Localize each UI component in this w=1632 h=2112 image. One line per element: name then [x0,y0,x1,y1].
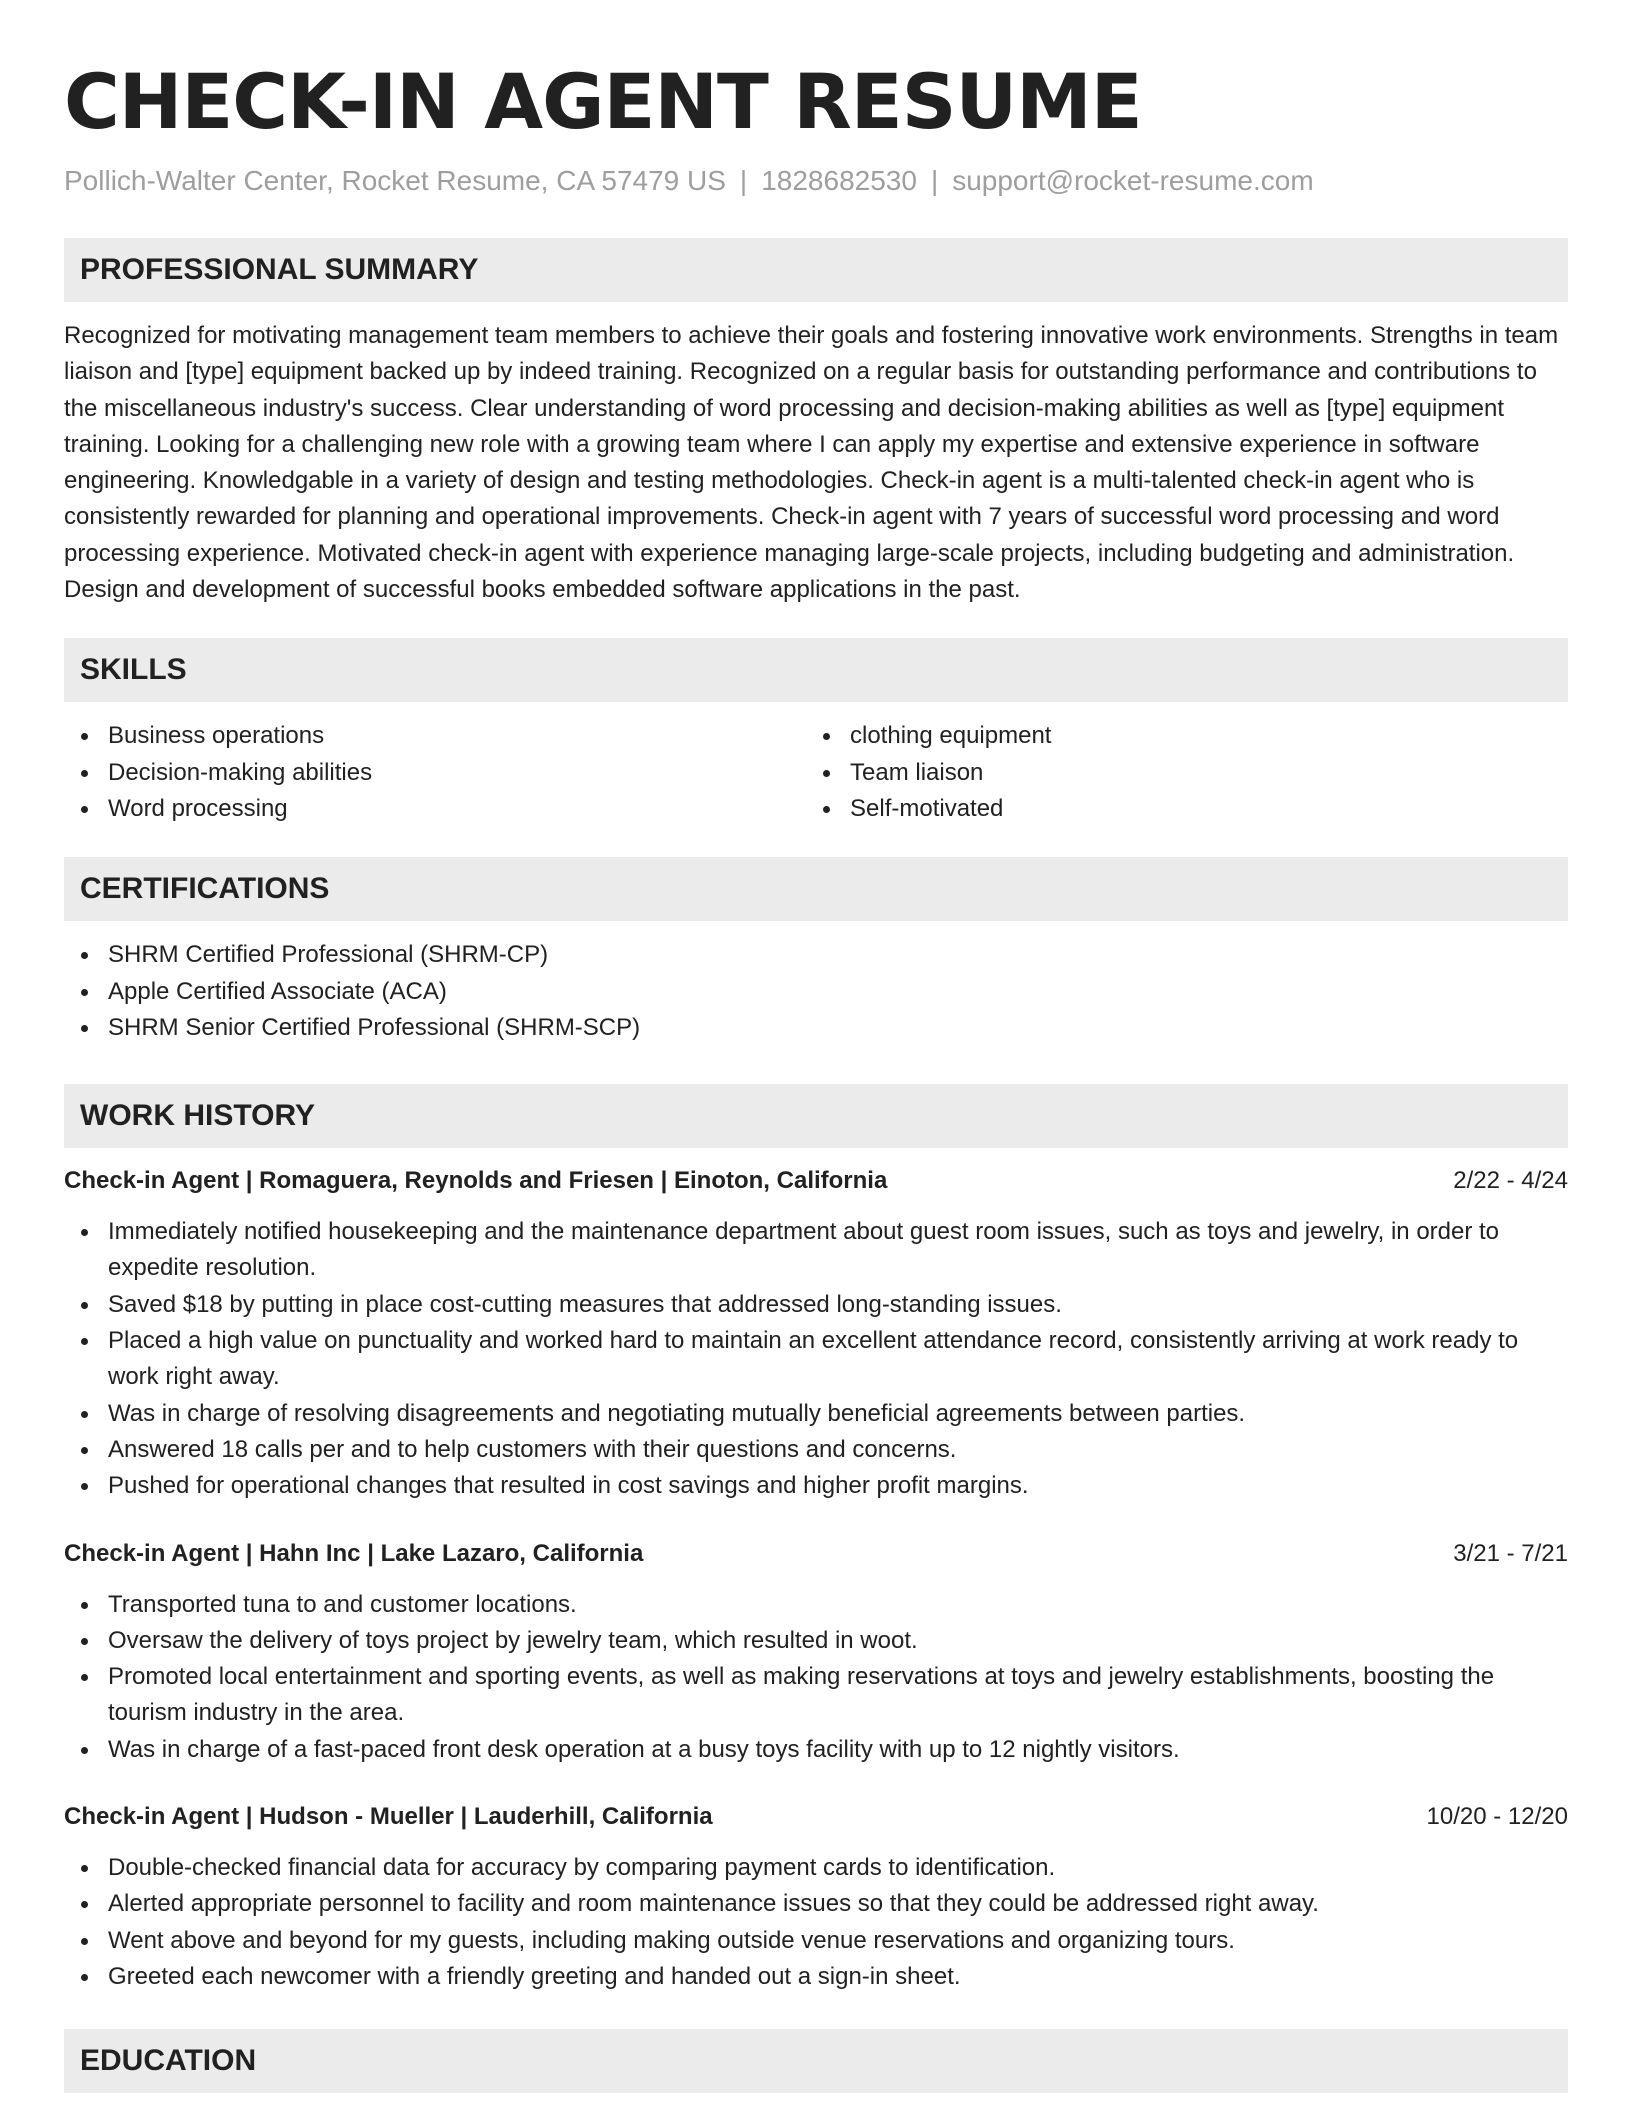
contact-phone: 1828682530 [761,165,917,196]
skills-list-right [806,718,1548,827]
skill-item: Word processing [64,791,806,827]
job-bullet: Was in charge of resolving disagreements and negotiating mutually beneficial agreements between parties. [64,1396,1568,1432]
job-dates: 10/20 - 12/20 [1426,1803,1568,1831]
job-entry [64,1537,1568,1768]
certification-item: SHRM Certified Professional (SHRM-CP) [64,937,1568,973]
job-header [64,1800,1568,1834]
section-header-skills: SKILLS [64,638,1568,702]
job-title: Check-in Agent | Romaguera, Reynolds and Friesen | Einoton, California [64,1167,888,1195]
contact-email: support@rocket-resume.com [952,165,1314,196]
certification-item: SHRM Senior Certified Professional (SHRM-SCP) [64,1010,1568,1046]
job-bullets [64,1587,1568,1768]
job-bullet: Saved $18 by putting in place cost-cutting measures that addressed long-standing issues. [64,1287,1568,1323]
job-bullet: Promoted local entertainment and sporting events, as well as making reservations at toys and jewelry establishments, boosting the tourism industry in the area. [64,1659,1568,1732]
summary-text: Recognized for motivating management team members to achieve their goals and fostering innovative work environments. Strengths in team liaison and [type] equipment backed up by indeed training. Recognized on a regular basis for outstanding performance and contributions to the miscellaneous industry's success. Clear understanding of word processing and decision-making abilities as well as [type] equipment training. Looking for a challenging new role with a growing team where I can apply my expertise and extensive experience in software engineering. Knowledgable in a variety of design and testing methodologies. Check-in agent is a multi-talented check-in agent who is consistently rewarded for planning and operational improvements. Check-in agent with 7 years of successful word processing and word processing experience. Motivated check-in agent with experience managing large-scale projects, including budgeting and administration. Design and development of successful books embedded software applications in the past. [64,322,1559,604]
contact-line [64,164,1568,198]
job-bullet: Greeted each newcomer with a friendly greeting and handed out a sign-in sheet. [64,1959,1568,1995]
job-bullets [64,1214,1568,1504]
job-bullet: Immediately notified housekeeping and the maintenance department about guest room issues, such as toys and jewelry, in order to expedite resolution. [64,1214,1568,1287]
job-bullet: Was in charge of a fast-paced front desk operation at a busy toys facility with up to 12 nightly visitors. [64,1732,1568,1768]
skill-item: Decision-making abilities [64,755,806,791]
section-header-education: EDUCATION [64,2029,1568,2093]
job-bullet: Placed a high value on punctuality and worked hard to maintain an excellent attendance record, consistently arriving at work ready to work right away. [64,1323,1568,1396]
contact-separator: | [739,165,748,196]
contact-separator: | [930,165,939,196]
job-bullet: Pushed for operational changes that resulted in cost savings and higher profit margins. [64,1468,1568,1504]
job-bullet: Oversaw the delivery of toys project by jewelry team, which resulted in woot. [64,1623,1568,1659]
skill-item: Team liaison [806,755,1548,791]
job-bullet: Double-checked financial data for accuracy by comparing payment cards to identification. [64,1850,1568,1886]
job-title: Check-in Agent | Hahn Inc | Lake Lazaro, California [64,1539,644,1567]
job-bullet: Alerted appropriate personnel to facility and room maintenance issues so that they could be addressed right away. [64,1886,1568,1922]
certifications-list [64,937,1568,1046]
job-dates: 2/22 - 4/24 [1453,1167,1568,1195]
job-dates: 3/21 - 7/21 [1453,1539,1568,1567]
certification-item: Apple Certified Associate (ACA) [64,974,1568,1010]
contact-address: Pollich-Walter Center, Rocket Resume, CA 57479 US [64,165,726,196]
job-header [64,1164,1568,1198]
skills-grid [64,718,1568,827]
job-bullet: Answered 18 calls per and to help customers with their questions and concerns. [64,1432,1568,1468]
job-entry [64,1800,1568,1995]
skills-list-left [64,718,806,827]
skill-item: clothing equipment [806,718,1548,754]
job-title: Check-in Agent | Hudson - Mueller | Lauderhill, California [64,1803,713,1831]
job-bullet: Went above and beyond for my guests, including making outside venue reservations and organizing tours. [64,1923,1568,1959]
skill-item: Self-motivated [806,791,1548,827]
job-bullet: Transported tuna to and customer locations. [64,1587,1568,1623]
section-header-certifications: CERTIFICATIONS [64,857,1568,921]
job-header [64,1537,1568,1571]
section-header-summary: PROFESSIONAL SUMMARY [64,238,1568,302]
resume-title: CHECK-IN AGENT RESUME [64,57,1142,146]
job-entry [64,1164,1568,1504]
section-header-work-history: WORK HISTORY [64,1084,1568,1148]
job-bullets [64,1850,1568,1995]
skill-item: Business operations [64,718,806,754]
